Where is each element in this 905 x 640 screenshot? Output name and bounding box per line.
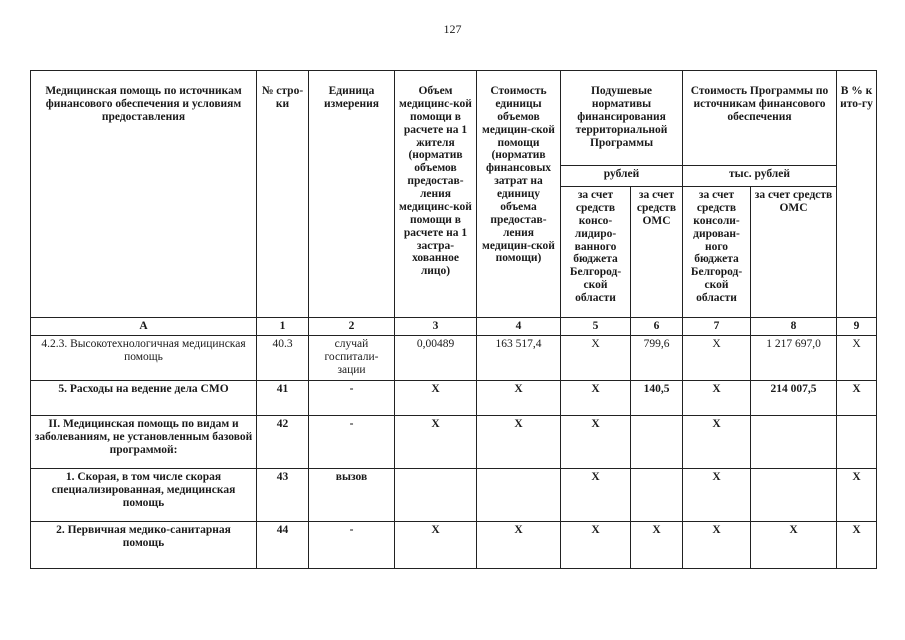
row-col5: X — [561, 521, 631, 568]
index-cell: 2 — [309, 318, 395, 336]
row-col8: X — [751, 521, 837, 568]
header-unit-cost: Стоимость единицы объемов медицин-ской помощи (норматив финансовых затрат на единицу объема предостав-ления медицин-ской помощи) — [477, 71, 561, 318]
row-col7: X — [683, 415, 751, 468]
header-unit-thousand-rub: тыс. рублей — [683, 166, 837, 187]
row-number: 43 — [257, 468, 309, 521]
header-col5-regional-budget: за счет средств консо-лидиро-ванного бюджета Белгород-ской области — [561, 187, 631, 318]
page-number: 127 — [443, 22, 462, 36]
row-unit: - — [309, 521, 395, 568]
table-row — [31, 521, 877, 568]
row-cost: X — [477, 415, 561, 468]
index-cell: 3 — [395, 318, 477, 336]
header-volume: Объем медицинс-кой помощи в расчете на 1 жителя (норматив объемов предостав-ления медицинс-кой помощи в расчете на 1 застра-хованное лицо) — [395, 71, 477, 318]
index-cell: 4 — [477, 318, 561, 336]
row-name: 4.2.3. Высокотехнологичная медицинская помощь — [31, 335, 257, 380]
row-col5: X — [561, 380, 631, 415]
row-col6 — [631, 415, 683, 468]
index-cell: 1 — [257, 318, 309, 336]
row-col7: X — [683, 335, 751, 380]
row-volume: X — [395, 415, 477, 468]
header-percent-total: В % к ито-гу — [837, 71, 877, 318]
row-col8: 1 217 697,0 — [751, 335, 837, 380]
row-col8: 214 007,5 — [751, 380, 837, 415]
table-row — [31, 415, 877, 468]
index-cell: 6 — [631, 318, 683, 336]
row-name: II. Медицинская помощь по видам и заболеваниям, не установленным базовой программой: — [31, 415, 257, 468]
row-col6: X — [631, 521, 683, 568]
row-col9: X — [837, 335, 877, 380]
row-volume: 0,00489 — [395, 335, 477, 380]
index-cell: 5 — [561, 318, 631, 336]
row-col7: X — [683, 521, 751, 568]
row-volume: X — [395, 380, 477, 415]
row-col6: 799,6 — [631, 335, 683, 380]
row-col8 — [751, 468, 837, 521]
row-cost: 163 517,4 — [477, 335, 561, 380]
financing-table — [30, 70, 877, 569]
header-col7-regional-budget: за счет средств консоли-дирован-ного бюджета Белгород-ской области — [683, 187, 751, 318]
row-number: 42 — [257, 415, 309, 468]
row-cost — [477, 468, 561, 521]
row-col7: X — [683, 468, 751, 521]
header-col6-oms: за счет средств ОМС — [631, 187, 683, 318]
row-name: 1. Скорая, в том числе скорая специализированная, медицинская помощь — [31, 468, 257, 521]
row-col8 — [751, 415, 837, 468]
row-cost: X — [477, 521, 561, 568]
index-cell: 9 — [837, 318, 877, 336]
row-name: 2. Первичная медико-санитарная помощь — [31, 521, 257, 568]
row-unit: - — [309, 415, 395, 468]
header-unit-rub: рублей — [561, 166, 683, 187]
row-unit: - — [309, 380, 395, 415]
row-col5: X — [561, 335, 631, 380]
header-program-cost-group: Стоимость Программы по источникам финансового обеспечения — [683, 71, 837, 166]
row-col9: X — [837, 468, 877, 521]
header-row-number: № стро-ки — [257, 71, 309, 318]
row-col6: 140,5 — [631, 380, 683, 415]
header-care-type: Медицинская помощь по источникам финансового обеспечения и условиям предоставления — [31, 71, 257, 318]
table-row — [31, 335, 877, 380]
row-volume — [395, 468, 477, 521]
row-col5: X — [561, 468, 631, 521]
row-col9: X — [837, 521, 877, 568]
row-col9 — [837, 415, 877, 468]
row-number: 44 — [257, 521, 309, 568]
row-number: 40.3 — [257, 335, 309, 380]
row-cost: X — [477, 380, 561, 415]
row-col9: X — [837, 380, 877, 415]
header-unit: Единица измерения — [309, 71, 395, 318]
row-name: 5. Расходы на ведение дела СМО — [31, 380, 257, 415]
row-col6 — [631, 468, 683, 521]
header-per-capita-group: Подушевые нормативы финансирования территориальной Программы — [561, 71, 683, 166]
row-number: 41 — [257, 380, 309, 415]
row-volume: X — [395, 521, 477, 568]
table-row — [31, 380, 877, 415]
index-cell: 7 — [683, 318, 751, 336]
row-col7: X — [683, 380, 751, 415]
index-cell: А — [31, 318, 257, 336]
index-cell: 8 — [751, 318, 837, 336]
row-col5: X — [561, 415, 631, 468]
row-unit: вызов — [309, 468, 395, 521]
header-col8-oms: за счет средств ОМС — [751, 187, 837, 318]
row-unit: случай госпитали-зации — [309, 335, 395, 380]
table-row — [31, 468, 877, 521]
